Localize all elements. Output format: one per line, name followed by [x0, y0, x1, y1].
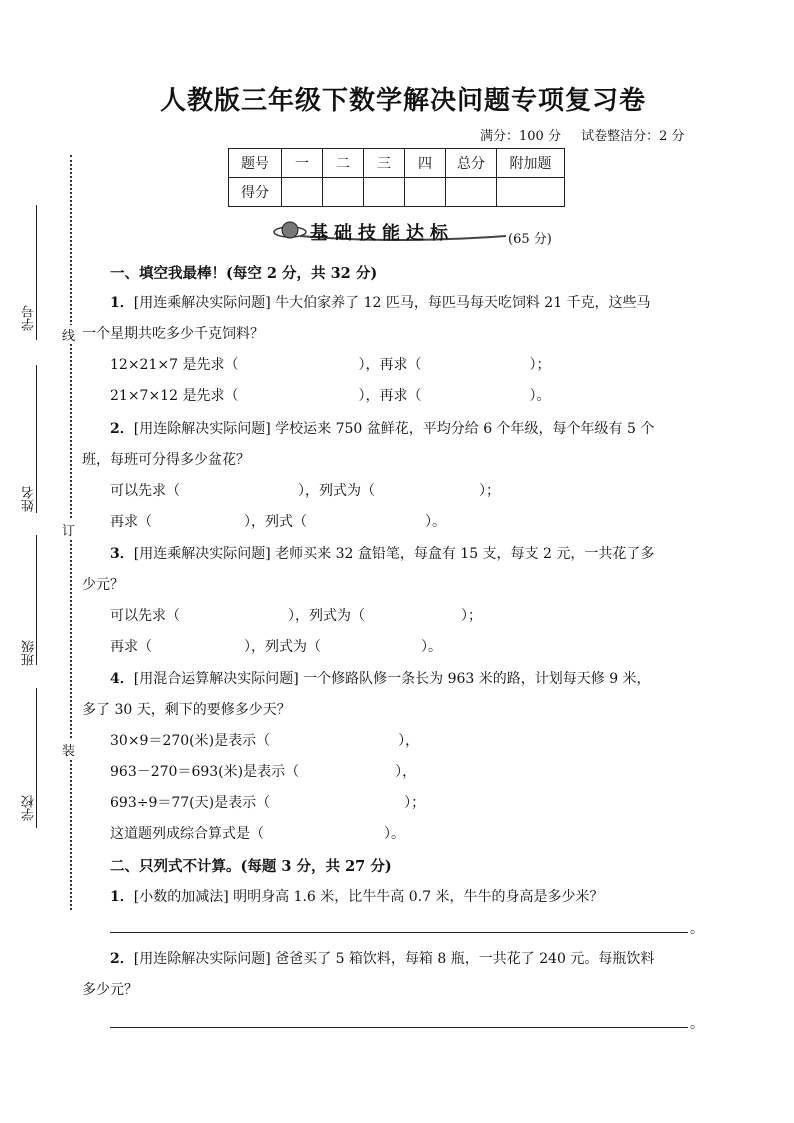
part2-heading: 二、只列式不计算。(每题 3 分，共 27 分) — [110, 858, 392, 875]
p2-q2-question: [用连除解决实际问题] 爸爸买了 5 箱饮料，每箱 8 瓶，一共花了 240 元。每瓶饮料 — [133, 951, 655, 967]
p2-q1-answer-line[interactable] — [110, 931, 688, 933]
score-cell[interactable] — [497, 178, 565, 207]
p2-q2-answer-line[interactable] — [110, 1026, 688, 1028]
prompt-text: ），再求（ — [358, 357, 422, 373]
q2-blank-line1 — [110, 480, 500, 500]
score-table-header-row — [229, 149, 565, 178]
header-cell: 二 — [323, 149, 364, 178]
q2-text: [用连除解决实际问题] 学校运来 750 盆鲜花，平均分给 6 个年级，每个年级有 5 个 — [133, 421, 655, 437]
section-banner — [270, 217, 560, 245]
prompt-text: ），列式为（ — [288, 608, 365, 624]
p2-q2-text-line1 — [110, 948, 654, 968]
prompt-text: 963－270＝693(米)是表示（ — [110, 764, 300, 780]
prompt-text: 再求（ — [110, 514, 152, 530]
prompt-text: ）； — [461, 608, 482, 624]
binding-char-line: 线 — [62, 325, 75, 344]
prompt-text: ），列式为（ — [298, 483, 375, 499]
q2-text-line2: 班，每班可分得多少盆花？ — [82, 452, 250, 468]
prompt-text: ）； — [529, 357, 551, 373]
score-cell[interactable] — [446, 178, 497, 207]
q3-blank-line1 — [110, 605, 482, 625]
prompt-text: ），列式（ — [244, 514, 307, 530]
prompt-text: ）； — [479, 483, 500, 499]
q2-number: 2． — [110, 421, 134, 437]
q1-text-line2: 一个星期共吃多少千克饲料？ — [82, 326, 264, 342]
prompt-text: ）， — [395, 764, 417, 780]
prompt-text: ）。 — [421, 639, 442, 655]
q4-blank-line3 — [110, 792, 425, 812]
q3-text: [用连乘解决实际问题] 老师买来 32 盒铅笔，每盒有 15 支，每支 2 元，一共花了多 — [133, 546, 655, 562]
full-score: 满分：100 分 — [480, 129, 561, 144]
page-title: 人教版三年级下数学解决问题专项复习卷 — [160, 86, 647, 116]
q4-blank-line2 — [110, 761, 416, 781]
student-id-label: 学号 — [22, 305, 37, 331]
q3-blank-line2 — [110, 636, 442, 656]
header-cell: 总分 — [446, 149, 497, 178]
score-cell[interactable] — [405, 178, 446, 207]
p2-q1-question: [小数的加减法] 明明身高 1.6 米，比牛牛高 0.7 米，牛牛的身高是多少米？ — [133, 889, 604, 905]
prompt-text: ），列式为（ — [244, 639, 321, 655]
name-label: 姓名 — [22, 486, 37, 512]
score-table-score-row — [229, 178, 565, 207]
prompt-text: 12×21×7 是先求（ — [110, 357, 239, 373]
q4-number: 4． — [110, 671, 134, 687]
q4-text: [用混合运算解决实际问题] 一个修路队修一条长为 963 米的路，计划每天修 9 米， — [133, 671, 651, 687]
prompt-text: ）， — [398, 733, 420, 749]
score-info — [480, 125, 685, 144]
q3-text-line2: 少元？ — [82, 577, 124, 593]
q3-number: 3． — [110, 546, 134, 562]
prompt-text: ）； — [404, 795, 426, 811]
neat-score: 试卷整洁分：2 分 — [581, 129, 685, 144]
header-cell: 四 — [405, 149, 446, 178]
q2-blank-line2 — [110, 511, 446, 531]
p2-q2-text-line2: 多少元？ — [82, 982, 138, 998]
prompt-text: ）。 — [529, 388, 551, 404]
part1-heading: 一、填空我最棒！(每空 2 分，共 32 分) — [110, 265, 378, 282]
p2-q1-end-mark: 。 — [690, 921, 704, 937]
class-label: 班级 — [22, 640, 37, 666]
prompt-text: 可以先求（ — [110, 483, 180, 499]
q4-blank-line4 — [110, 823, 405, 843]
prompt-text: 再求（ — [110, 639, 152, 655]
header-cell: 附加题 — [497, 149, 565, 178]
prompt-text: 这道题列成综合算式是（ — [110, 826, 264, 842]
p2-q1-text — [110, 886, 603, 906]
q1-number: 1． — [110, 295, 134, 311]
school-label: 学校 — [22, 795, 37, 821]
prompt-text: ）。 — [384, 826, 405, 842]
p2-q2-number: 2． — [110, 951, 134, 967]
p2-q1-number: 1． — [110, 889, 134, 905]
score-row-label: 得分 — [229, 178, 282, 207]
prompt-text: 30×9＝270(米)是表示（ — [110, 733, 271, 749]
prompt-text: 21×7×12 是先求（ — [110, 388, 239, 404]
header-cell: 一 — [282, 149, 323, 178]
score-cell[interactable] — [364, 178, 405, 207]
binding-char-bind: 装 — [62, 740, 75, 759]
q2-text-line1 — [110, 418, 654, 438]
banner-score: (65 分) — [508, 232, 552, 247]
header-cell: 三 — [364, 149, 405, 178]
score-table — [228, 148, 565, 207]
prompt-text: ）。 — [425, 514, 446, 530]
binding-char-staple: 订 — [62, 520, 75, 539]
q1-blank-line1 — [110, 354, 550, 374]
score-cell[interactable] — [282, 178, 323, 207]
prompt-text: 693÷9＝77(天)是表示（ — [110, 795, 271, 811]
q1-text-line1 — [110, 292, 651, 312]
banner-title: 基础技能达标 — [310, 223, 454, 244]
header-cell: 题号 — [229, 149, 282, 178]
q4-blank-line1 — [110, 730, 419, 750]
q1-blank-line2 — [110, 385, 550, 405]
q4-text-line2: 多了 30 天，剩下的要修多少天？ — [82, 702, 291, 718]
q3-text-line1 — [110, 543, 654, 563]
q4-text-line1 — [110, 668, 651, 688]
p2-q2-end-mark: 。 — [690, 1016, 704, 1032]
prompt-text: ），再求（ — [358, 388, 422, 404]
prompt-text: 可以先求（ — [110, 608, 180, 624]
q1-text: [用连乘解决实际问题] 牛大伯家养了 12 匹马，每匹马每天吃饲料 21 千克，这些马 — [133, 295, 651, 311]
score-cell[interactable] — [323, 178, 364, 207]
